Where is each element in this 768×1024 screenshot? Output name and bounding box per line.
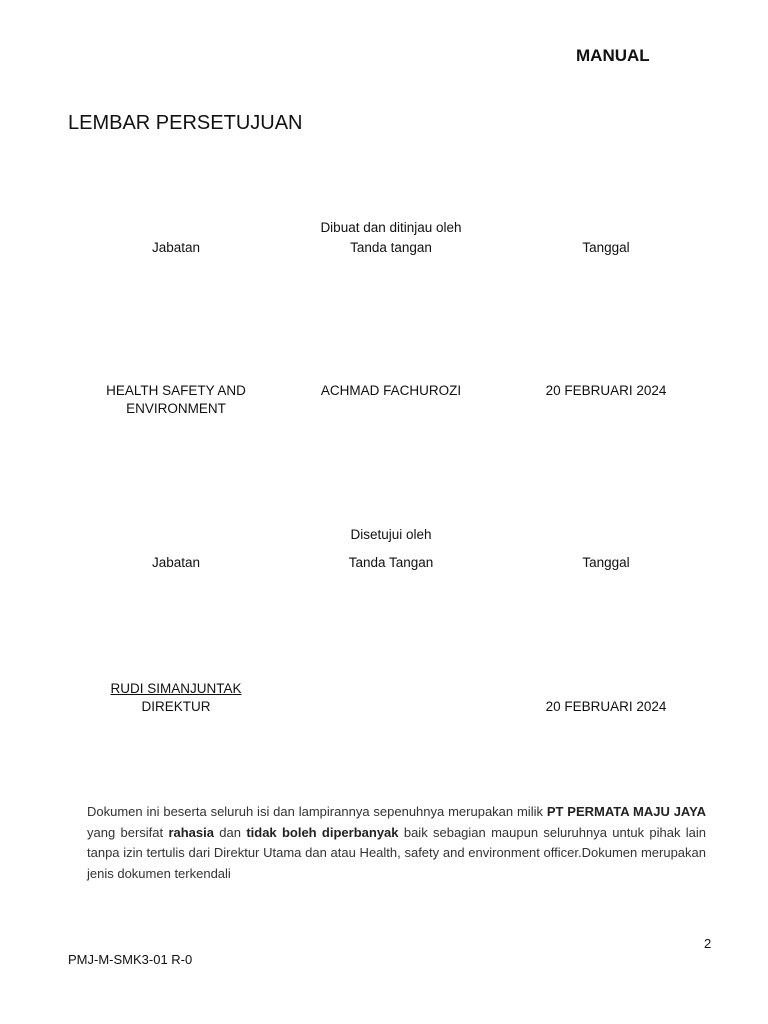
approved-signatory: [86, 680, 266, 716]
confidentiality-notice: [87, 802, 706, 884]
page-number: 2: [704, 936, 712, 951]
notice-text-1: Dokumen ini beserta seluruh isi dan lampirannya sepenuhnya merupakan milik: [87, 804, 547, 819]
prepared-col-signature-header: Tanda tangan: [350, 240, 432, 255]
notice-text-2: yang bersifat: [87, 824, 169, 840]
notice-no-copy: tidak boleh diperbanyak: [246, 824, 399, 840]
notice-company: PT PERMATA MAJU JAYA: [546, 804, 706, 819]
notice-text-3: dan: [214, 824, 247, 840]
prepared-date: 20 FEBRUARI 2024: [545, 383, 667, 398]
approved-position: DIREKTUR: [141, 699, 211, 714]
manual-label: MANUAL: [576, 46, 650, 65]
notice-text-4: baik sebagian maupun seluruhnya untuk pihak lain tanpa izin tertulis dari Direktur Utama dan atau Health, safety and environment officer.Dokumen merupakan jenis dokumen terkendali: [87, 824, 707, 881]
page-title: LEMBAR PERSETUJUAN: [68, 112, 303, 134]
notice-confidential: rahasia: [168, 824, 214, 840]
prepared-col-date-header: Tanggal: [582, 240, 630, 255]
prepared-department: [86, 382, 266, 418]
prepared-department-line2: ENVIRONMENT: [126, 401, 226, 416]
approved-col-dept-header: Jabatan: [151, 555, 201, 570]
approved-heading: Disetujui oleh: [350, 527, 432, 542]
approved-date: 20 FEBRUARI 2024: [545, 699, 667, 714]
approved-col-date-header: Tanggal: [582, 555, 630, 570]
prepared-col-dept-header: Jabatan: [151, 240, 201, 255]
approved-name: RUDI SIMANJUNTAK: [110, 681, 242, 696]
prepared-heading: Dibuat dan ditinjau oleh: [320, 220, 462, 235]
prepared-name: ACHMAD FACHUROZI: [320, 383, 462, 398]
approved-col-signature-header: Tanda Tangan: [348, 555, 434, 570]
document-code: PMJ-M-SMK3-01 R-0: [68, 952, 193, 967]
prepared-department-line1: HEALTH SAFETY AND: [106, 383, 246, 398]
